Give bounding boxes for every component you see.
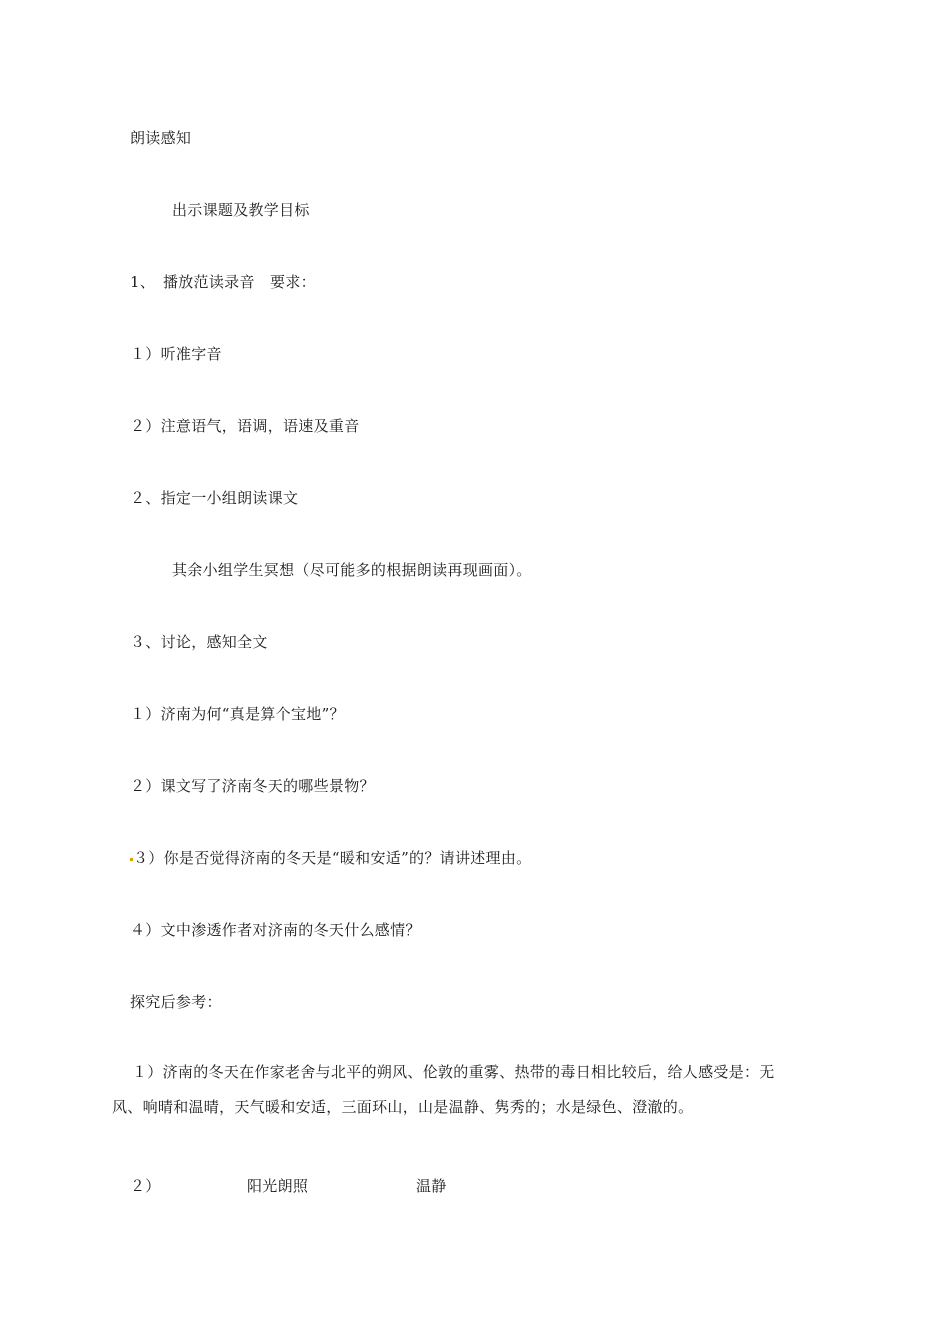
paragraph-line-1: １）济南的冬天在作家老舍与北平的朔风、伦敦的重雾、热带的毒日相比较后，给人感受是：无 bbox=[132, 1063, 775, 1081]
text-line: ２、指定一小组朗读课文 bbox=[130, 489, 299, 507]
paragraph-line-2: 风、响晴和温晴，天气暖和安适，三面环山，山是温静、隽秀的；水是绿色、澄澈的。 bbox=[112, 1098, 694, 1116]
row-cell: 阳光朗照 bbox=[247, 1177, 309, 1195]
section-heading: 探究后参考： bbox=[130, 993, 222, 1011]
text-line: 其余小组学生冥想（尽可能多的根据朗读再现画面）。 bbox=[172, 561, 532, 579]
text-line: 1、 播放范读录音 要求： bbox=[130, 273, 316, 291]
text-line: ４）文中渗透作者对济南的冬天什么感情？ bbox=[130, 921, 421, 939]
text-line: １）听准字音 bbox=[130, 345, 222, 363]
row-number: ２） bbox=[130, 1177, 161, 1195]
text-line: ２）注意语气，语调，语速及重音 bbox=[130, 417, 360, 435]
text-line: １）济南为何“真是算个宝地”？ bbox=[130, 705, 345, 723]
text-line: 出示课题及教学目标 bbox=[172, 201, 310, 219]
text-line: ３、讨论，感知全文 bbox=[130, 633, 268, 651]
section-heading: 朗读感知 bbox=[130, 129, 192, 147]
text-line: ３）你是否觉得济南的冬天是“暖和安适”的？请讲述理由。 bbox=[133, 849, 532, 867]
row-cell: 温静 bbox=[416, 1177, 447, 1195]
text-line: ２）课文写了济南冬天的哪些景物？ bbox=[130, 777, 375, 795]
paragraph bbox=[112, 1055, 842, 1125]
